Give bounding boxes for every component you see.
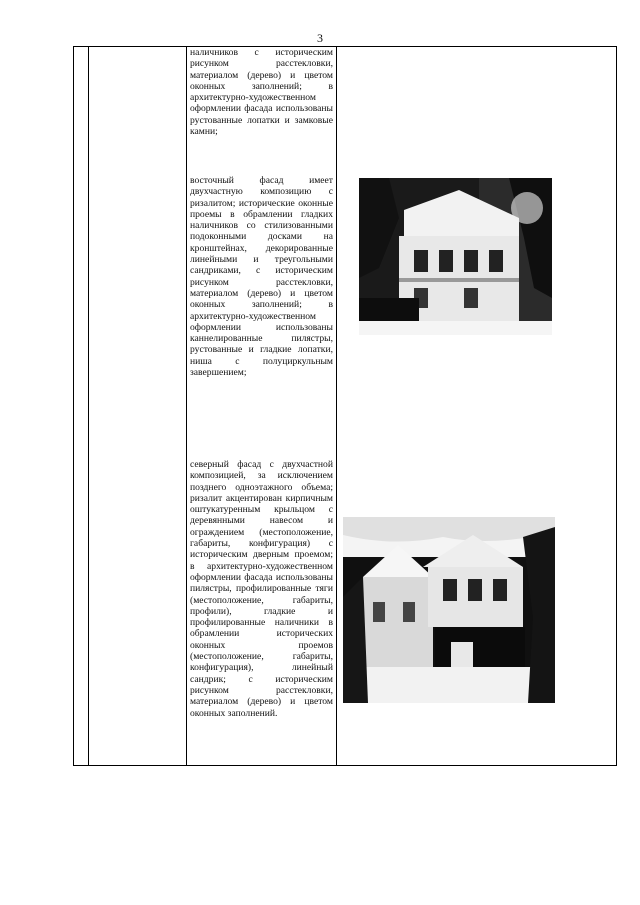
east-facade-photo-icon	[359, 178, 552, 335]
facade-description-2: восточный фасад имеет двухчастную композицию с ризалитом; исторические оконные проемы в обрамлении гладких наличников со стилизованными подоконными досками на кронштейнах, декорированные линейными и треугольными сандриками, с историческим рисунком расстекловки, материалом (дерево) и цветом оконных заполнений; в архитектурно-художественном оформлении использованы каннелированные пилястры, рустованные и гладкие лопатки, ниша с полуциркульным завершением;	[190, 175, 333, 379]
column-divider	[186, 47, 187, 765]
document-table	[73, 46, 617, 766]
column-divider	[88, 47, 89, 765]
column-divider	[336, 47, 337, 765]
east-facade-photo	[359, 178, 552, 335]
page-number: 3	[317, 31, 323, 45]
north-facade-photo-icon	[343, 517, 555, 703]
facade-description-1: наличников с историческим рисунком расстекловки, материалом (дерево) и цветом оконных заполнений; в архитектурно-художественном оформлении фасада использованы рустованные лопатки и замковые камни;	[190, 47, 333, 138]
north-facade-photo	[343, 517, 555, 703]
facade-description-3: северный фасад с двухчастной композицией, за исключением позднего одноэтажного объема; ризалит акцентирован кирпичным оштукатуренным крыльцом с деревянными навесом и ограждением (местоположение, габариты, конфигурация) с историческим дверным проемом; в архитектурно-художественном оформлении фасада использованы пилястры, профилированные тяги (местоположение, габариты, профили), гладкие и профилированные наличники в обрамлении исторических оконных проемов (местоположение, габариты, конфигурация), линейный сандрик; с историческим рисунком расстекловки, материалом (дерево) и цветом оконных заполнений.	[190, 459, 333, 719]
